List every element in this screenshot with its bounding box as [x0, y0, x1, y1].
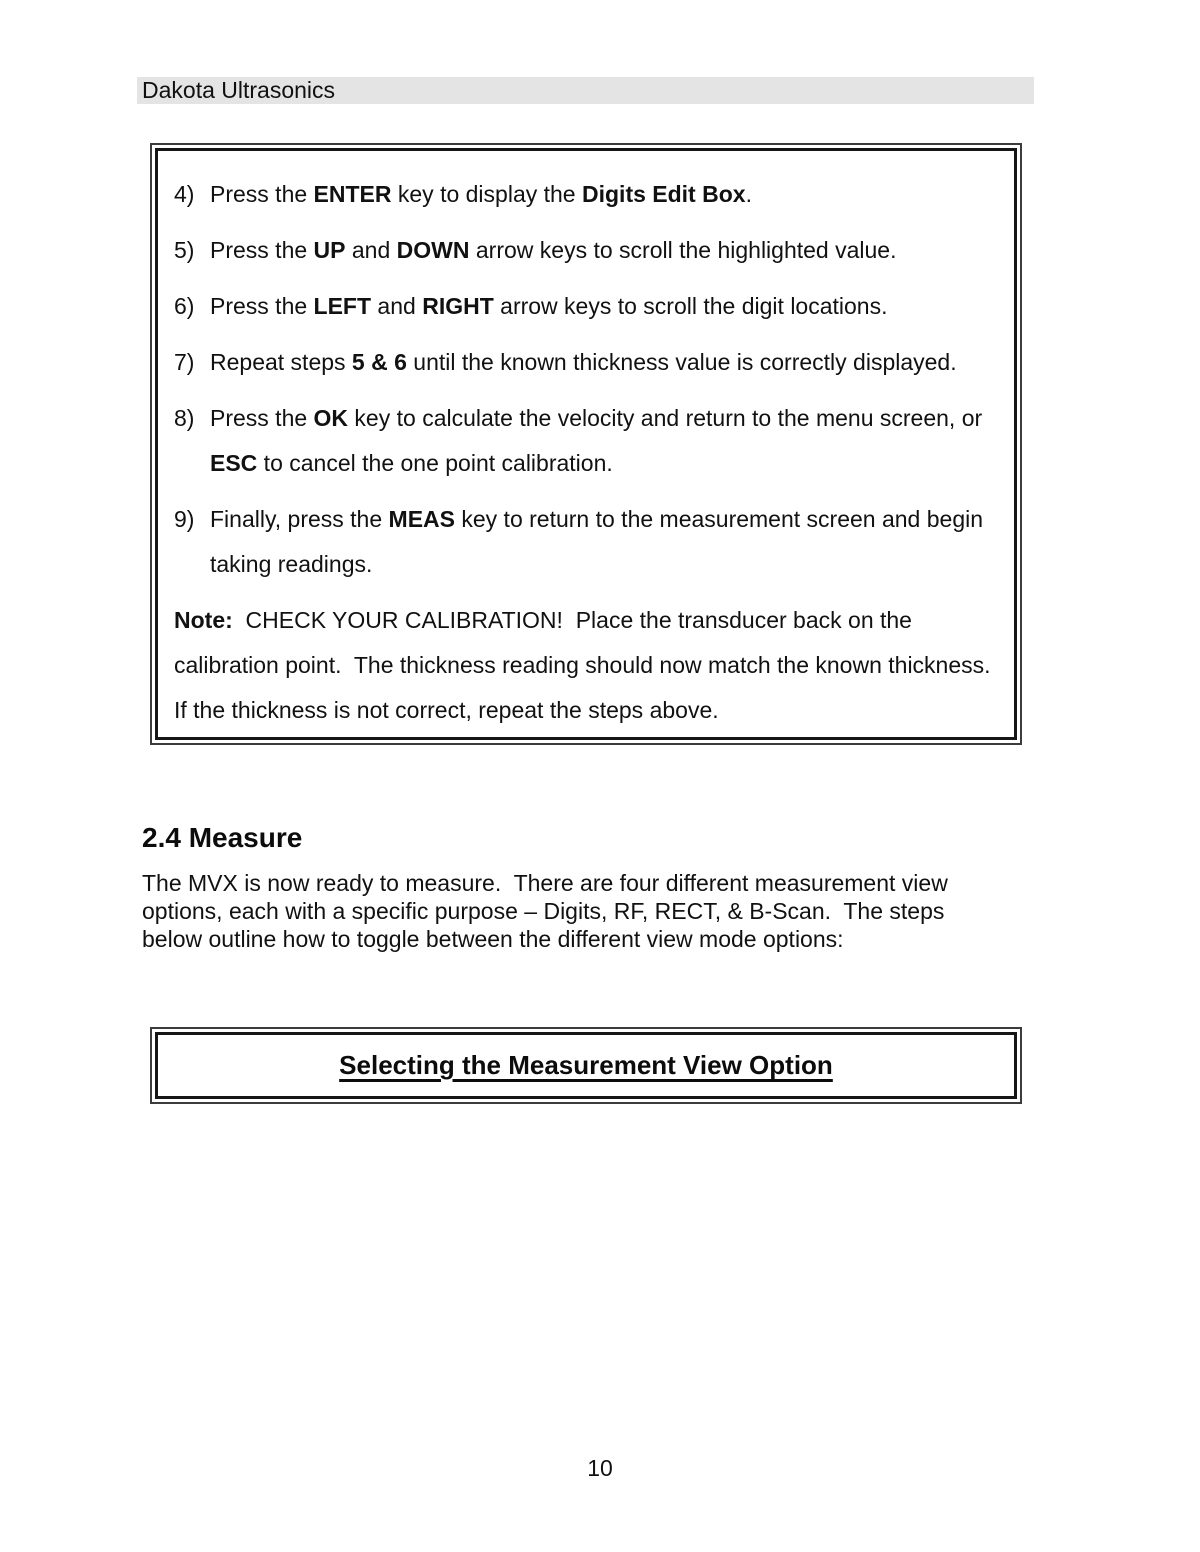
calibration-steps-box: [150, 143, 1022, 745]
section-heading: 2.4 Measure: [142, 822, 303, 853]
header-bar: [137, 77, 1034, 104]
calibration-note: Note: CHECK YOUR CALIBRATION! Place the transducer back on the calibration point. The thickness reading should now match the known thickness. If the thickness is not correct, repeat the steps above.: [174, 607, 1004, 723]
step-item-6: [174, 284, 998, 329]
calibration-steps-box-inner: [155, 148, 1017, 740]
step-number: 4): [174, 181, 195, 207]
measure-section: [142, 822, 978, 953]
step-text: Finally, press the MEAS key to return to the measurement screen and begin taking readings.: [210, 506, 990, 577]
step-item-5: [174, 228, 998, 273]
step-item-4: [174, 172, 998, 217]
step-text: Press the LEFT and RIGHT arrow keys to scroll the digit locations.: [210, 293, 888, 319]
step-item-7: [174, 340, 998, 385]
step-item-8: [174, 396, 998, 486]
header-title: Dakota Ultrasonics: [142, 77, 336, 103]
page-number: 10: [587, 1455, 613, 1481]
step-item-9: [174, 497, 998, 587]
step-number: 8): [174, 405, 195, 431]
step-text: Press the UP and DOWN arrow keys to scroll the highlighted value.: [210, 237, 897, 263]
view-option-title: Selecting the Measurement View Option: [339, 1050, 833, 1080]
view-option-box: [150, 1027, 1022, 1104]
step-text: Press the OK key to calculate the velocity and return to the menu screen, or ESC to cancel the one point calibration.: [210, 405, 989, 476]
step-number: 5): [174, 237, 195, 263]
step-number: 7): [174, 349, 195, 375]
step-number: 6): [174, 293, 195, 319]
view-option-box-inner: [155, 1032, 1017, 1099]
section-body: The MVX is now ready to measure. There are four different measurement view options, each with a specific purpose – Digits, RF, RECT, & B-Scan. The steps below outline how to toggle between the different view mode options:: [142, 870, 955, 952]
step-text: Press the ENTER key to display the Digits Edit Box.: [210, 181, 752, 207]
step-number: 9): [174, 506, 195, 532]
step-text: Repeat steps 5 & 6 until the known thickness value is correctly displayed.: [210, 349, 957, 375]
